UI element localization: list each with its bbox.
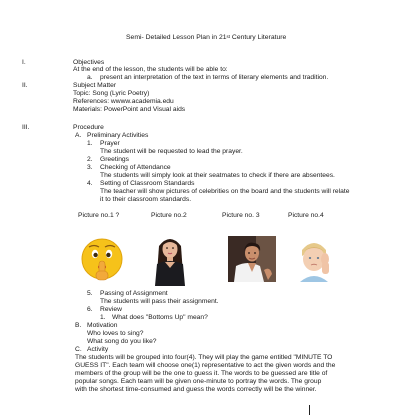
picture-3-caption: Picture no. 3 bbox=[222, 212, 260, 219]
picture-1-caption: Picture no.1 ? bbox=[78, 212, 120, 219]
title-superscript: st bbox=[226, 34, 231, 39]
activity-paragraph-line-4: popular songs. Each team will be given one-minute to portray the words. The group bbox=[75, 378, 322, 385]
objective-item-marker: a. bbox=[87, 74, 93, 81]
activity-5-num: 5. bbox=[87, 290, 93, 297]
procedure-b-marker: B. bbox=[75, 322, 82, 329]
subject-materials: Materials: PowerPoint and Visual aids bbox=[73, 106, 186, 113]
section-numeral-3: III. bbox=[22, 124, 30, 131]
text-cursor bbox=[309, 405, 310, 415]
picture-4-child-photo bbox=[292, 236, 336, 282]
picture-2-celebrity-photo bbox=[151, 234, 189, 286]
section-numeral-1: I. bbox=[22, 59, 26, 66]
document-title bbox=[126, 34, 286, 42]
activity-paragraph-line-1: The students will be grouped into four(4). They will play the game entitled "MINUTE TO bbox=[75, 354, 333, 361]
activity-paragraph-line-5: with the shortest time-consumed and guess the words correctly will be the winner. bbox=[75, 386, 317, 393]
activity-4-detail-line-2: it to their classroom standards. bbox=[100, 196, 192, 203]
activity-3-num: 3. bbox=[87, 164, 93, 171]
section-heading-objectives: Objectives bbox=[73, 59, 105, 66]
section-heading-procedure: Procedure bbox=[73, 124, 104, 131]
activity-6-label: Review bbox=[100, 306, 122, 313]
activity-4-num: 4. bbox=[87, 180, 93, 187]
procedure-a-marker: A. bbox=[75, 132, 82, 139]
activity-5-detail: The students will pass their assignment. bbox=[100, 298, 219, 305]
procedure-c-heading: Activity bbox=[87, 346, 109, 353]
activity-4-label: Setting of Classroom Standards bbox=[100, 180, 195, 187]
review-question-num: 1. bbox=[100, 314, 106, 321]
activity-2-label: Greetings bbox=[100, 156, 129, 163]
subject-references: References: wwww.academia.edu bbox=[73, 98, 174, 105]
activity-2-num: 2. bbox=[87, 156, 93, 163]
procedure-b-heading: Motivation bbox=[87, 322, 118, 329]
procedure-a-heading: Preliminary Activities bbox=[87, 132, 149, 139]
activity-3-detail: The students will simply look at their seatmates to check if there are absentees. bbox=[100, 172, 335, 179]
procedure-c-marker: C. bbox=[75, 346, 82, 353]
activity-4-detail-line-1: The teacher will show pictures of celebrities on the board and the students will relate bbox=[100, 188, 350, 195]
activity-1-detail: The student will be requested to lead the prayer. bbox=[100, 148, 243, 155]
activity-paragraph-line-3: members of the group will be the one to guess it. The words to be guessed are title of bbox=[75, 370, 328, 377]
picture-1-shushing-emoji bbox=[80, 234, 124, 284]
activity-3-label: Checking of Attendance bbox=[100, 164, 171, 171]
picture-2-caption: Picture no.2 bbox=[151, 212, 187, 219]
section-numeral-2: II. bbox=[22, 82, 28, 89]
activity-1-num: 1. bbox=[87, 140, 93, 147]
objective-item: present an interpretation of the text in terms of literary elements and tradition. bbox=[100, 74, 329, 81]
title-rest: Century Literature bbox=[230, 34, 287, 41]
subject-topic: Topic: Song (Lyric Poetry) bbox=[73, 90, 150, 97]
activity-1-label: Prayer bbox=[100, 140, 120, 147]
activity-5-label: Passing of Assignment bbox=[100, 290, 168, 297]
section-heading-subject-matter: Subject Matter bbox=[73, 82, 117, 89]
review-question: What does "Bottoms Up" mean? bbox=[112, 314, 208, 321]
title-main: Semi- Detailed Lesson Plan in 21 bbox=[126, 34, 227, 41]
picture-4-caption: Picture no.4 bbox=[288, 212, 324, 219]
objectives-intro: At the end of the lesson, the students will be able to: bbox=[73, 66, 228, 73]
motivation-question-1: Who loves to sing? bbox=[87, 330, 144, 337]
activity-paragraph-line-2: GUESS IT". Each team will choose one(1) representative to act the given words and the bbox=[75, 362, 336, 369]
activity-6-num: 6. bbox=[87, 306, 93, 313]
motivation-question-2: What song do you like? bbox=[87, 338, 157, 345]
picture-3-celebrity-photo bbox=[228, 236, 276, 282]
